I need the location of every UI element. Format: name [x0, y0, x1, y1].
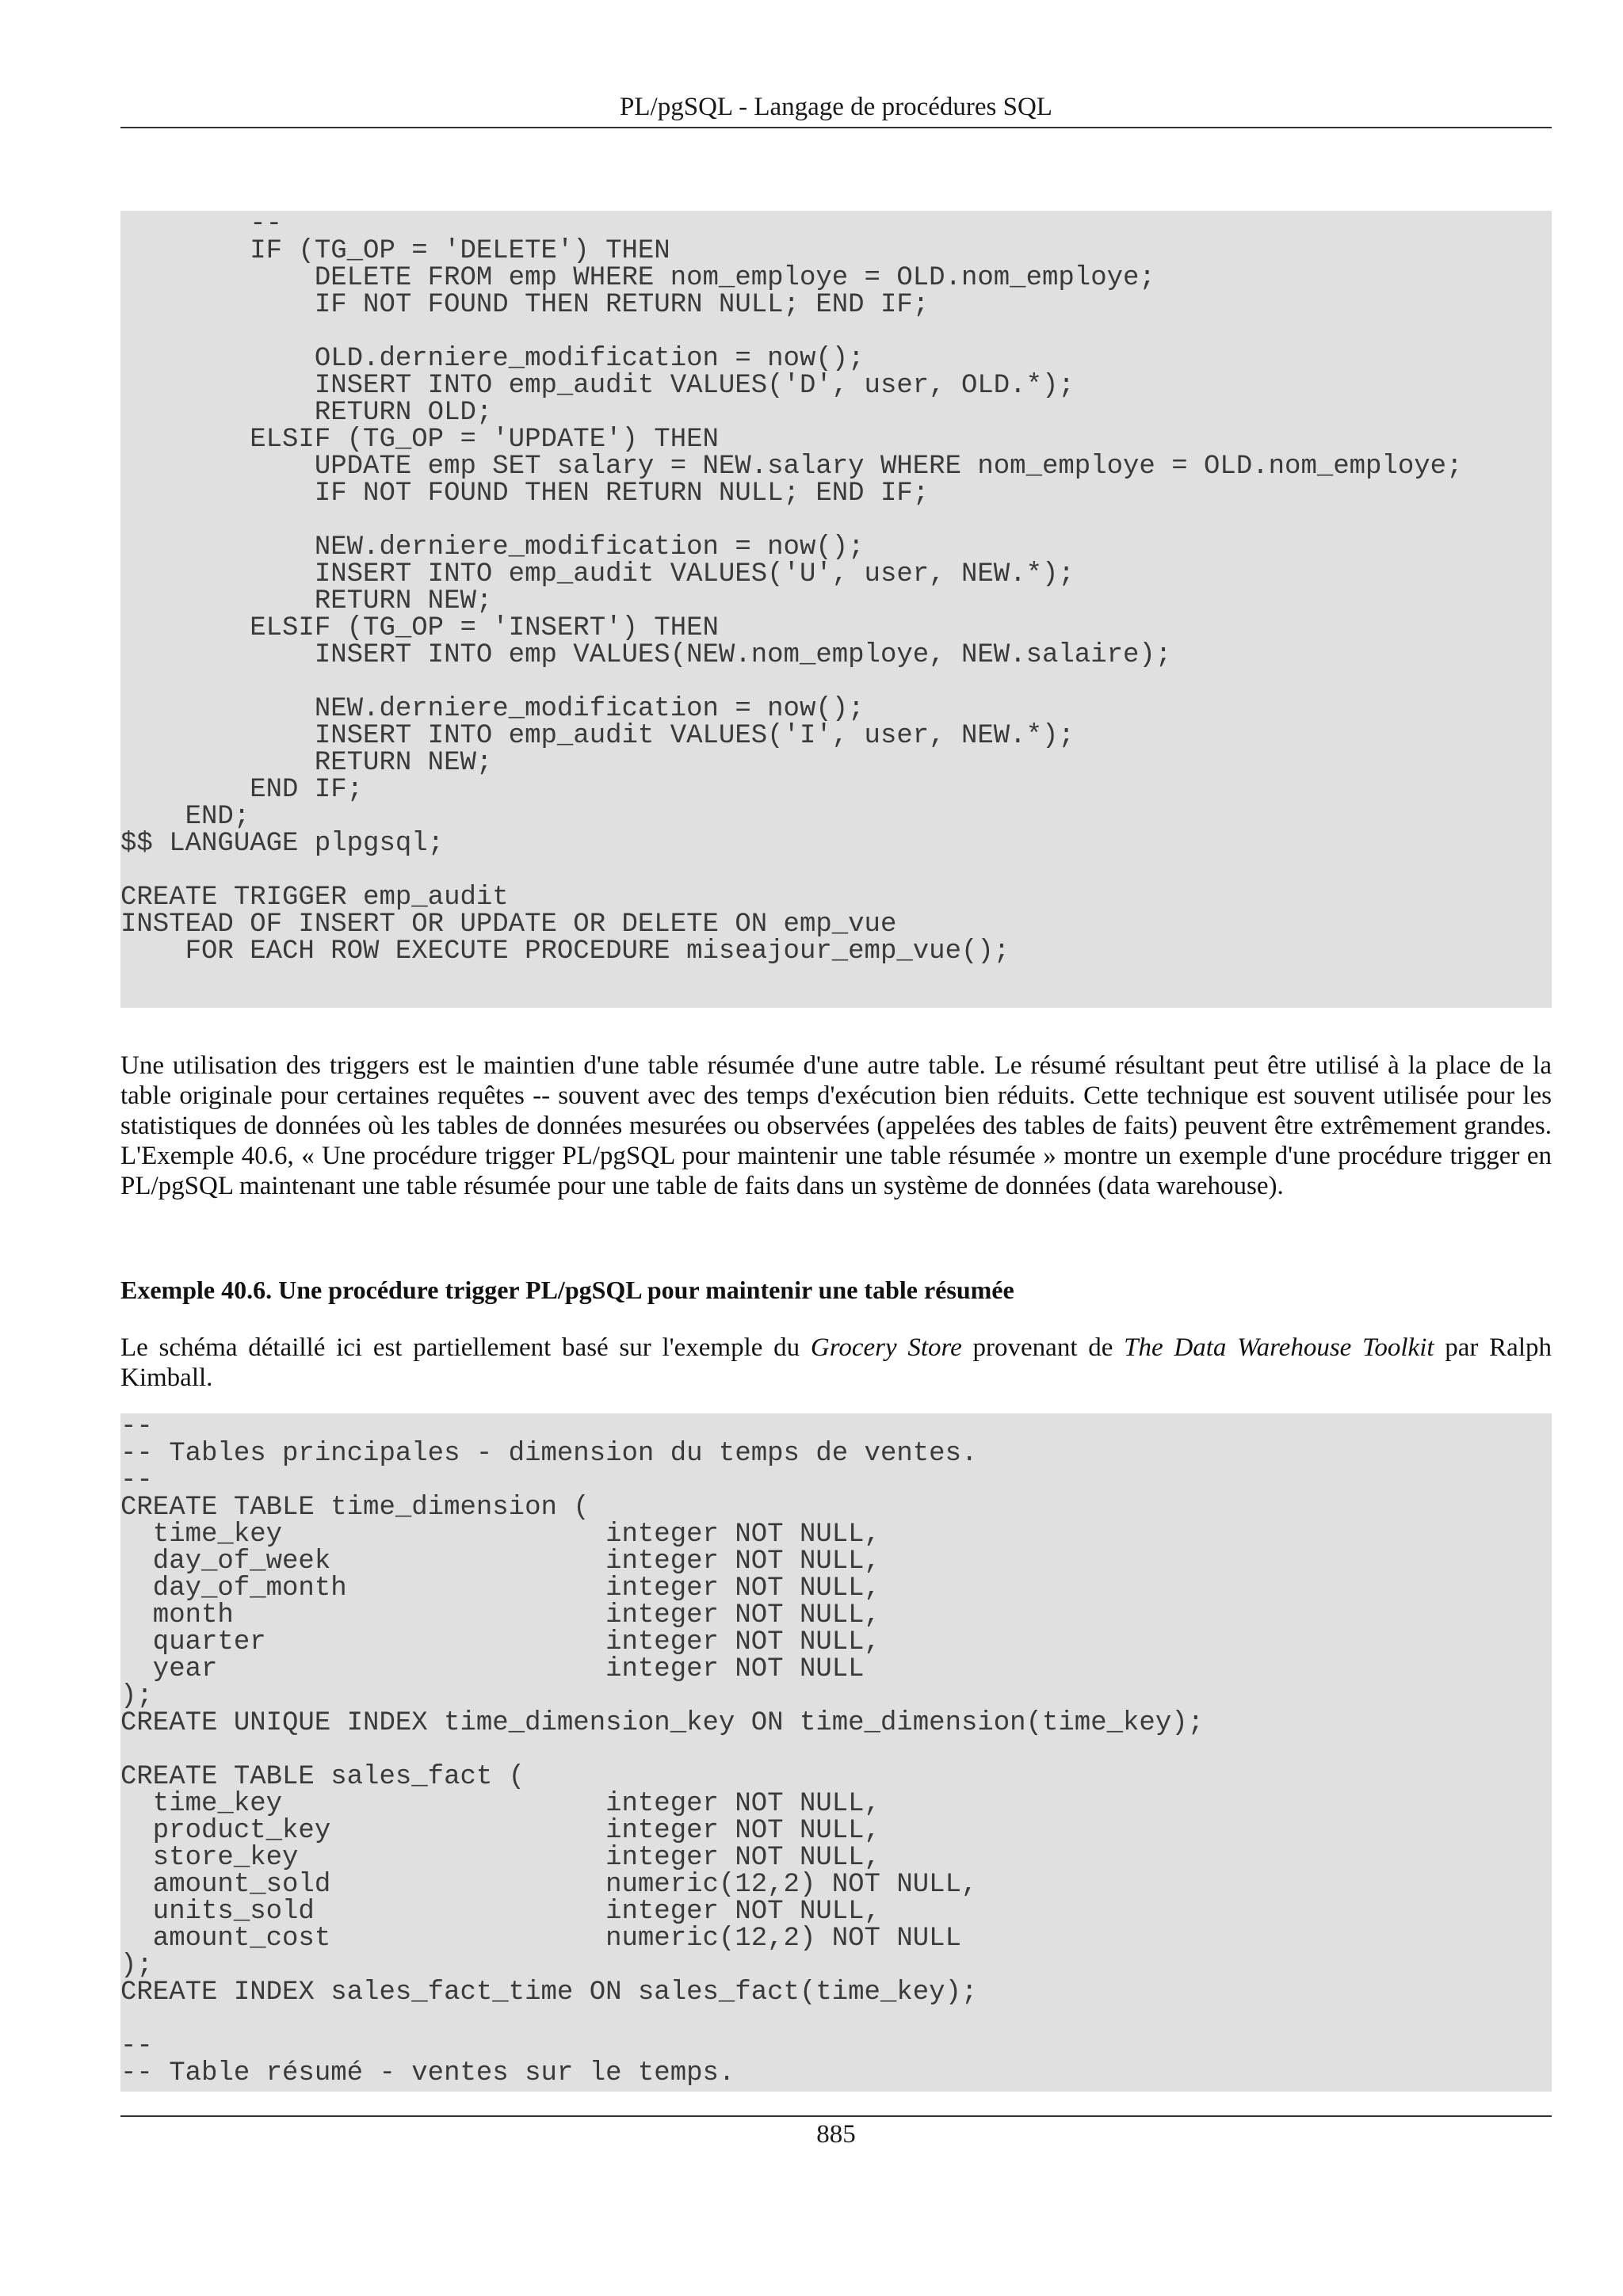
code-text-summary-schema: -- -- Tables principales - dimension du temps de ventes. -- CREATE TABLE time_dimension ( time_key integer NOT NULL, day_of_week integer NOT NULL, day_of_month integer NOT NULL, month integer NOT NULL, quarter integer NOT NULL, year integer NOT NULL ); CREATE UNIQUE INDEX time_dimension_key ON time_dimension(time_key); CREATE TABLE sales_fact ( time_key integer NOT NULL, product_key integer NOT NULL, store_key integer NOT NULL, amount_sold numeric(12,2) NOT NULL, units_sold integer NOT NULL, amount_cost numeric(12,2) NOT NULL ); CREATE INDEX sales_fact_time ON sales_fact(time_key); -- -- Table résumé - ventes sur le temps.	[120, 1412, 1205, 2088]
schema-intro-text-3: par Ralph Kimball.	[120, 1333, 1552, 1392]
schema-intro-text-2: provenant de	[961, 1333, 1125, 1362]
example-title: Exemple 40.6. Une procédure trigger PL/pgSQL pour maintenir une table résumée	[120, 1276, 1014, 1304]
code-text-trigger-function: -- IF (TG_OP = 'DELETE') THEN DELETE FROM emp WHERE nom_employe = OLD.nom_employe; IF NOT FOUND THEN RETURN NULL; END IF; OLD.derniere_modification = now(); INSERT INTO emp_audit VALUES('D', user, OLD.*); RETURN OLD; ELSIF (TG_OP = 'UPDATE') THEN UPDATE emp SET salary = NEW.salary WHERE nom_employe = OLD.nom_employe; IF NOT FOUND THEN RETURN NULL; END IF; NEW.derniere_modification = now(); INSERT INTO emp_audit VALUES('U', user, NEW.*); RETURN NEW; ELSIF (TG_OP = 'INSERT') THEN INSERT INTO emp VALUES(NEW.nom_employe, NEW.salaire); NEW.derniere_modification = now(); INSERT INTO emp_audit VALUES('I', user, NEW.*); RETURN NEW; END IF; END; $$ LANGUAGE plpgsql; CREATE TRIGGER emp_audit INSTEAD OF INSERT OR UPDATE OR DELETE ON emp_vue FOR EACH ROW EXECUTE PROCEDURE miseajour_emp_vue();	[120, 209, 1463, 967]
code-block-summary-schema	[120, 1413, 1552, 2092]
paragraph-schema-intro	[120, 1333, 1552, 1393]
schema-intro-italic-grocery: Grocery Store	[810, 1333, 962, 1362]
paragraph-summary-tables: Une utilisation des triggers est le maintien d'une table résumée d'une autre table. Le résumé résultant peut être utilisé à la place de la table originale pour certaines requêtes -- souvent avec des temps d'exécution bien réduits. Cette technique est souvent utilisée pour les statistiques de données où les tables de données mesurées ou observées (appelées des tables de faits) peuvent être extrêmement grandes. L'Exemple 40.6, « Une procédure trigger PL/pgSQL pour maintenir une table résumée » montre un exemple d'une procédure trigger en PL/pgSQL maintenant une table résumée pour une table de faits dans un système de données (data warehouse).	[120, 1051, 1552, 1200]
header-rule	[120, 127, 1552, 128]
schema-intro-text-1: Le schéma détaillé ici est partiellement basé sur l'exemple du	[120, 1333, 811, 1362]
code-block-trigger-function	[120, 211, 1552, 1008]
page-number: 885	[816, 2120, 856, 2149]
footer-rule	[120, 2115, 1552, 2117]
schema-intro-italic-toolkit: The Data Warehouse Toolkit	[1124, 1333, 1434, 1362]
page-header-title: PL/pgSQL - Langage de procédures SQL	[620, 93, 1052, 121]
